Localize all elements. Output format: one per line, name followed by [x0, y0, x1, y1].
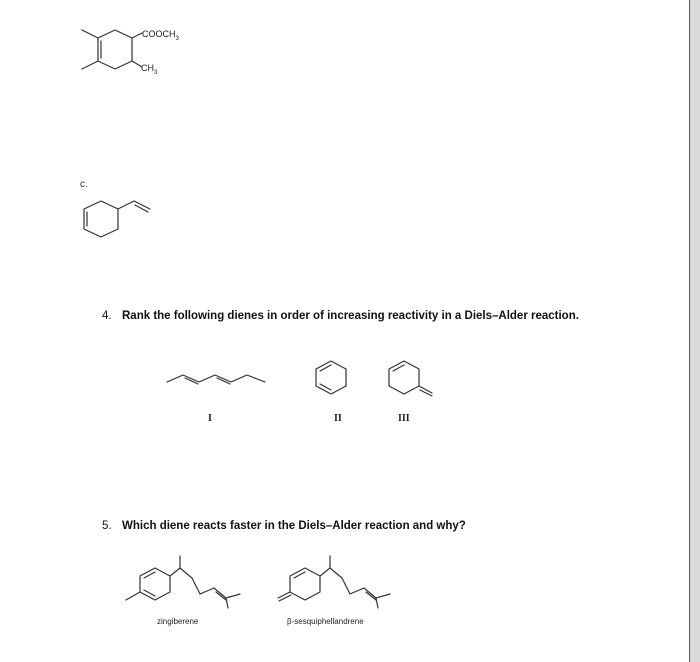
question-5-text: Which diene reacts faster in the Diels–Alder reaction and why? — [122, 520, 466, 532]
zingiberene-structure — [120, 550, 250, 610]
page-edge-line — [689, 0, 690, 662]
label-i: I — [208, 413, 212, 424]
vinylcyclohexene-structure — [78, 195, 168, 245]
sesquiphellandrene-structure — [270, 550, 400, 610]
ch3-label: $CH_3$ — [141, 63, 158, 76]
question-4-text: Rank the following dienes in order of increasing reactivity in a Diels–Alder reaction. — [122, 310, 579, 322]
label-ii: II — [334, 413, 342, 424]
page-edge-shadow — [689, 0, 700, 662]
zingiberene-label: zingiberene — [157, 617, 199, 626]
part-c-label: c. — [80, 179, 88, 190]
question-4-number: 4. — [102, 310, 112, 322]
question-5-number: 5. — [102, 520, 112, 532]
diene-iii-structure — [385, 358, 445, 398]
cooch3-label: $COOCH_3$ — [142, 29, 179, 42]
diene-i-structure — [165, 365, 275, 395]
label-iii: III — [398, 413, 410, 424]
diene-ii-structure — [312, 358, 352, 398]
question-5 — [102, 520, 466, 532]
sesquiphellandrene-label: β-sesquiphellandrene — [287, 617, 364, 626]
question-4 — [102, 310, 579, 322]
